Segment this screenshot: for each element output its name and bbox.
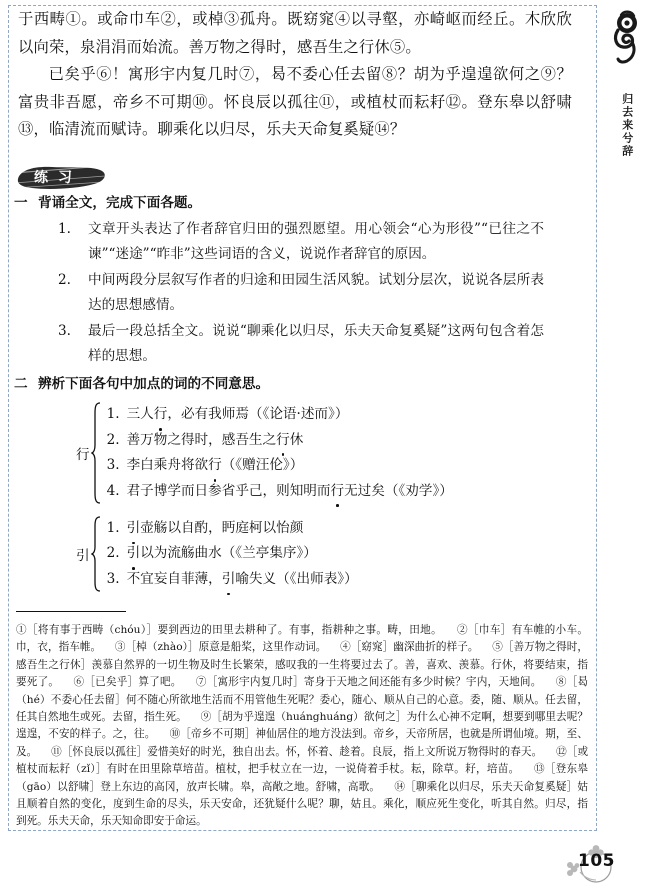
item-text-after: 壶觞以自酌，眄庭柯以怡颜: [140, 519, 304, 536]
footnote-text: ［聊乘化以归尽，乐夫天命复奚疑］姑且顺着自然的变化，度到生命的尽头，乐天安命，还犹疑什么呢？聊，姑且。乘化，顺应死生变化，听其自然。归尽，指到死。乐夫天命，乐天知命即安于命运。: [16, 780, 589, 828]
footnote-text: ［棹（zhào）］原意是船桨，这里作动词。: [125, 641, 327, 654]
exercise-group-1-heading: [14, 192, 574, 214]
item-text-after: 以为流觞曲水（《兰亭集序》）: [140, 545, 317, 562]
footnote-separator: [16, 611, 126, 612]
item-text-after: 无过矣（《劝学》）: [344, 482, 453, 499]
item-text: [127, 479, 574, 505]
brace-items-yin: [102, 516, 574, 593]
footnote-marker: ②: [456, 624, 468, 636]
list-item: [107, 453, 574, 479]
margin-band: [604, 5, 650, 205]
footnote: [326, 641, 478, 653]
brand-ornament-icon: [610, 9, 644, 67]
list-item: [107, 567, 574, 593]
footnote-marker: ⑭: [394, 780, 406, 793]
footnote-marker: ⑨: [200, 711, 212, 724]
item-text: [127, 567, 574, 593]
footnotes-section: [16, 622, 588, 831]
item-index: 2.: [106, 431, 120, 448]
footnote-marker: ①: [16, 624, 27, 636]
item-text: [127, 402, 574, 428]
exercises-heading-badge: [14, 163, 118, 193]
emphasized-character: 行: [154, 402, 168, 428]
footnote-text: ［将有事于西畴（chóu）］要到西边的田里去耕种了。有事，指耕种之事。畴，田地。: [26, 624, 443, 636]
list-item: [107, 541, 574, 567]
item-index: 1.: [58, 221, 71, 237]
item-text-before: 善万物之得时，感吾生之: [126, 431, 277, 448]
footnote-text: ［曷（hé）不委心任去留］何不随心所欲地生活而不用管他生死呢？委心，随心、顺从自己的心意。委，随、顺从。任去留，任其自然地生或死。去留，指生死。: [16, 676, 589, 724]
item-text: 最后一段总括全文。说说“聊乘化以归尽，乐夫天命复奚疑”这两句包含着怎样的思想。: [88, 323, 544, 364]
footnote: [182, 676, 542, 688]
exercise-group-2-heading: [14, 373, 574, 395]
exercise-group-1-heading-text: 背诵全文，完成下面各题。: [38, 195, 202, 211]
brace-group-yin: [14, 515, 574, 593]
list-item: [107, 479, 574, 505]
footnote-marker: ⑧: [555, 676, 567, 689]
footnote-text: ［怀良辰以孤往］爱惜美好的时光，独自出去。怀，怀着、趁着。良辰，指上文所说万物得时的春天。: [61, 745, 543, 758]
exercises-section: [14, 192, 574, 595]
item-text: 中间两段分层叙写作者的归途和田园生活风貌。试划分层次，说说各层所表达的思想感情。: [88, 272, 544, 313]
list-item: [107, 516, 574, 542]
footnote-marker: ③: [114, 641, 126, 654]
brace-group-xing: [14, 401, 574, 505]
item-text-after: （《赠汪伦》）: [221, 457, 304, 473]
footnote-marker: ⑬: [533, 763, 545, 776]
footnote-text: ［或植杖而耘耔（zǐ）］有时在田里除草培苗。植杖，把手杖立在一边，一说倚着手杖。耘，除草。耔，培苗。: [16, 745, 589, 776]
exercise-group-2-numeral: 二: [14, 376, 28, 392]
page-number: 105: [578, 851, 615, 871]
left-brace-icon: [91, 401, 102, 505]
footnote-text: ［善万物之得时，感吾生之行休］羡慕自然界的一切生物及时生长繁荣，感叹我的一生将要过去了。善，喜欢、羡慕。行休，将要结束，指要死了。: [16, 641, 589, 689]
footnote-text: ［已矣乎］算了吧。: [84, 676, 182, 689]
footnote-text: ［胡为乎遑遑（huánghuáng）欲何之］为什么心神不定啊，想要到哪里去呢？遑遑，不安的样子。之，往。: [16, 711, 589, 741]
item-index: 3.: [106, 570, 120, 587]
item-text: [127, 453, 574, 479]
footnote: [101, 641, 326, 653]
brace-items-xing: [102, 402, 574, 504]
item-text-before: 三人: [126, 406, 154, 422]
footnote-text: ［登东皋（gāo）以舒啸］登上东边的高冈，放声长啸。皋，高敞之地。舒啸，高歌。: [16, 763, 588, 793]
exercise-group-1-items: [14, 217, 574, 369]
footnote-text: ［窈窕］幽深曲折的样子。: [350, 641, 479, 654]
emphasized-character: 行: [331, 479, 345, 505]
list-item: [14, 268, 574, 318]
svg-text:练习: 练习: [34, 170, 82, 186]
footnote-marker: ⑤: [492, 641, 503, 654]
emphasized-character: 引: [127, 541, 141, 567]
emphasized-character: 行: [208, 453, 222, 479]
vertical-running-title: 归去来兮辞: [620, 93, 634, 158]
item-index: 3.: [58, 323, 71, 339]
footnote-marker: ④: [340, 641, 351, 654]
page-footer: [560, 845, 640, 885]
exercise-group-2-heading-text: 辨析下面各句中加点的词的不同意思。: [38, 376, 270, 392]
emphasized-character: 行: [276, 428, 290, 454]
footnote-marker: ⑩: [169, 728, 181, 741]
item-index: 3.: [106, 457, 120, 473]
brace-label: 行: [76, 447, 90, 463]
footnote-marker: ⑥: [73, 676, 85, 689]
item-text: 文章开头表达了作者辞官归田的强烈愿望。用心领会“心为形役”“已往之不谏”“迷途”“昨非”这些词语的含义，说说作者辞官的原因。: [88, 221, 544, 262]
footnote-text: ［寓形宇内复几时］寄身于天地之间还能有多少时候？宇内，天地间。: [206, 676, 542, 689]
exercise-group-1: [14, 192, 574, 369]
item-text: [127, 516, 574, 542]
item-index: 1.: [106, 519, 120, 536]
exercise-group-1-numeral: 一: [14, 195, 28, 211]
body-paragraph-2: 已矣乎⑥！寓形宇内复几时⑦，曷不委心任去留⑧？胡为乎遑遑欲何之⑨？富贵非吾愿，帝乡不可期⑩。怀良辰以孤往⑪，或植杖而耘耔⑫。登东皋以舒啸⑬，临清流而赋诗。聊乘化以归尽，乐夫天命复奚疑⑭？: [18, 65, 572, 138]
left-brace-icon: [91, 515, 102, 593]
list-item: [107, 402, 574, 428]
footnote-text: ［帝乡不可期］神仙居住的地方没法到。帝乡，天帝所居，也就是所谓仙境。期，至、及。: [16, 728, 588, 758]
footnote-marker: ⑦: [195, 676, 207, 689]
body-paragraph-1: 于西畴①。或命巾车②，或棹③孤舟。既窈窕④以寻壑，亦崎岖而经丘。木欣欣以向荣，泉涓涓而始流。善万物之得时，感吾生之行休⑤。: [18, 10, 572, 56]
list-item: [14, 319, 574, 369]
item-index: 2.: [106, 545, 120, 562]
item-index: 2.: [58, 272, 71, 288]
brace-label: 引: [76, 548, 90, 564]
list-item: [107, 428, 574, 454]
footnote-marker: ⑫: [556, 745, 567, 758]
item-text-before: 不宜妄自菲薄，: [126, 570, 222, 587]
item-text-after: 休: [289, 431, 304, 448]
item-text-after: 喻失义（《出师表》）: [235, 570, 358, 587]
item-text: [127, 541, 574, 567]
item-text-before: 君子博学而日参省乎己，则知明而: [126, 482, 331, 499]
item-text-before: 李白乘舟将欲: [126, 457, 209, 473]
exercise-group-2: [14, 373, 574, 593]
emphasized-character: 引: [222, 567, 236, 593]
list-item: [14, 217, 574, 267]
footnote: [16, 624, 442, 636]
footnote: [59, 676, 181, 688]
emphasized-character: 引: [127, 516, 141, 542]
footnote-marker: ⑪: [51, 745, 62, 758]
item-index: 4.: [106, 482, 120, 499]
item-text-after: ，必有我师焉（《论语·述而》）: [167, 406, 349, 422]
lesson-body: [18, 6, 572, 144]
item-text: [127, 428, 574, 454]
footnote-text: ［巾车］有车帷的小车。巾，衣，指车帷。: [16, 624, 589, 654]
footnote: [37, 746, 542, 758]
item-index: 1.: [106, 406, 120, 422]
